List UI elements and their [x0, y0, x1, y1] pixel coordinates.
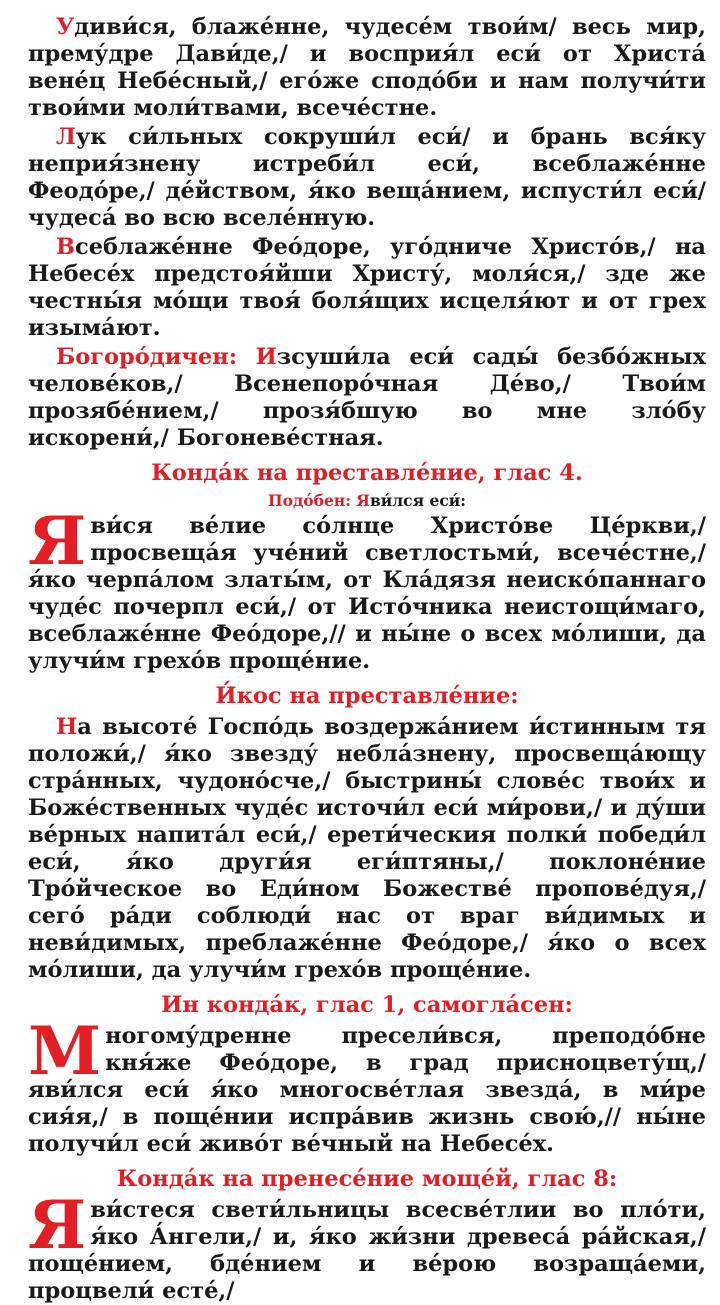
- paragraph-text: а высоте́ Госпо́дь воздержа́нием и́стинным тя положи́,/ я́ко звезду́ небла́знену, просвеща́ющу стра́нных, чудоно́сче,/ быстрины́ слове́с твои́х и Боже́ственных чуде́с источи́л еси́ ми́рови,/ и ду́ши ве́рных напита́л еси́,/ ерети́ческия полки́ победи́л еси́, я́ко други́я еги́птяны,/ поклоне́ние Тро́йческое во Еди́ном Божестве́ пропове́дуя,/ сего́ ра́ди соблюди́ нас от враг ви́димых и неви́димых, преблаже́нне Фео́доре,/ я́ко о всех мо́лиши, да улучи́м грехо́в проще́ние.: [28, 714, 706, 983]
- kontak-3-text: [28, 1186, 706, 1305]
- paragraph-text: ви́стеся свети́льницы всесве́тлии во пло́ти, я́ко А́нгели,/ и, я́ко жи́зни древеса́ ра́йская,/ поще́нием, бде́нием и ве́рою возраща́еми, процвели́ есте́,/: [28, 1197, 706, 1304]
- ikos-text: [28, 714, 706, 984]
- kontak-2-heading: Ин конда́к, глас 1, самогла́сен:: [161, 992, 573, 1018]
- podoben-label: Подо́бен: Я: [268, 491, 370, 510]
- initial-letter: У: [56, 14, 75, 40]
- paragraph-text: ук си́льных сокруши́л еси́/ и брань вся́ку неприя́знену истреби́л еси́, всеблаже́нне Феодо́ре,/ де́йством, я́ко веща́нием, испусти́л еси́/ чудеса́ во всю вселе́нную.: [28, 124, 706, 231]
- initial-letter: В: [56, 234, 76, 260]
- troparion-3: [28, 234, 706, 342]
- drop-cap: Я: [28, 1186, 87, 1264]
- theotokion-label: Богоро́дичен: И: [56, 344, 277, 370]
- troparion-1: [28, 14, 706, 122]
- paragraph-text: себлаже́нне Фео́доре, уго́дниче Христо́в,/ на Небесе́х предстоя́йши Христу́, моля́ся,/ зде же честны́я мо́щи твоя́ боля́щих исцеля́ют и от грех изыма́ют.: [28, 234, 706, 341]
- initial-letter: Н: [56, 714, 78, 740]
- podoben-line: [28, 491, 706, 511]
- kontak-2-text: [28, 1012, 706, 1158]
- kontak-heading: Конда́к на преставле́ние, глас 4.: [151, 460, 583, 486]
- paragraph-text: зсуши́ла еси́ сады́ безбо́жных челове́ков,/ Всенепоро́чная Де́во,/ Твои́м прозябе́нием,/ прозя́бшую во мне зло́бу искорени́,/ Богоневе́стная.: [28, 344, 706, 451]
- ikos-heading: И́кос на преставле́ние:: [215, 683, 519, 709]
- paragraph-text: ногому́дренне пресели́вся, преподо́бне кня́же Фео́доре, в град присноцвету́щ,/ яви́лся еси́ я́ко многосве́тлая звезда́, в ми́ре сия́я,/ в поще́нии испра́вив жизнь свою́,// ны́не получи́л еси́ живо́т ве́чный на Небесе́х.: [28, 1023, 706, 1157]
- initial-letter: Л: [56, 124, 76, 150]
- drop-cap: М: [28, 1012, 102, 1090]
- kontak-1-text: [28, 502, 706, 675]
- paragraph-text: диви́ся, блаже́нне, чудесе́м твои́м/ весь мир, прему́дре Дави́де,/ и восприя́л еси́ от Христа́ вене́ц Небе́сный,/ его́же сподо́би и нам получи́ти твои́ми моли́твами, всече́стне.: [28, 14, 706, 121]
- troparion-2: [28, 124, 706, 232]
- drop-cap: Я: [28, 502, 87, 580]
- theotokion: [28, 344, 706, 452]
- paragraph-text: ви́ся ве́лие со́лнце Христо́ве Це́ркви,/ просвеща́я уче́ний светлостьми́, всече́стне,/ я́ко черпа́лом златы́м, от Кла́дязя неиско́паннаго чуде́с почерпл еси́,/ от Исто́чника неистощи́маго, всеблаже́нне Фео́доре,// и ны́не о всех мо́лиши, да улучи́м грехо́в проще́ние.: [28, 513, 706, 674]
- kontak-3-heading: Конда́к на пренесе́ние моще́й, глас 8:: [116, 1166, 618, 1192]
- podoben-text: ви́лся еси́:: [369, 491, 466, 510]
